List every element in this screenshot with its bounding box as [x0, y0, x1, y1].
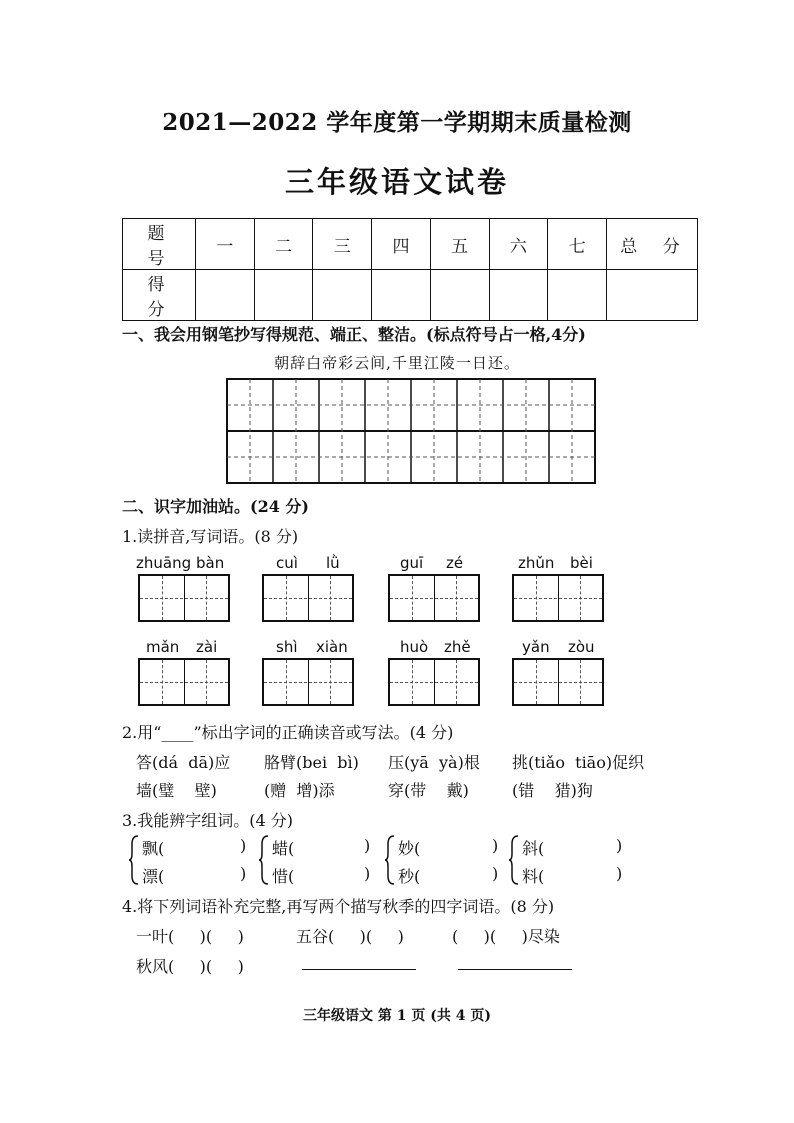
- score-header-cell: 题 号: [123, 219, 196, 270]
- q2-item[interactable]: (赠 增)添: [264, 781, 335, 800]
- score-cell[interactable]: [372, 270, 431, 321]
- pinyin-label: zài: [196, 638, 218, 656]
- q4-title: 4.将下列词语补充完整,再写两个描写秋季的四字词语。(8 分): [122, 897, 555, 916]
- score-header-cell: 五: [430, 219, 489, 270]
- score-header-cell: 总 分: [607, 219, 698, 270]
- q3-title: 3.我能辨字组词。(4 分): [122, 811, 294, 830]
- score-header-cell: 一: [196, 219, 255, 270]
- q3-close: ): [492, 836, 499, 855]
- q3-char: 料(: [522, 867, 545, 886]
- q1-title: 1.读拼音,写词语。(8 分): [122, 527, 299, 546]
- q3-close: ): [364, 836, 371, 855]
- score-table-score-row: [123, 270, 698, 321]
- brace-icon: [384, 834, 396, 886]
- pinyin-label: zòu: [568, 638, 595, 656]
- q3-close: ): [492, 864, 499, 883]
- q2-title: 2.用“____”标出字词的正确读音或写法。(4 分): [122, 723, 454, 742]
- q4-item[interactable]: 秋风( )( ): [136, 957, 244, 976]
- score-cell[interactable]: [548, 270, 607, 321]
- score-header-cell: 三: [313, 219, 372, 270]
- pinyin-label: bèi: [570, 554, 593, 572]
- q3-char: 妙(: [398, 839, 421, 858]
- copy-writing-grid[interactable]: [226, 378, 596, 484]
- score-cell[interactable]: [196, 270, 255, 321]
- pinyin-label: cuì: [276, 554, 298, 572]
- score-cell[interactable]: [313, 270, 372, 321]
- brace-icon: [508, 834, 520, 886]
- score-cell[interactable]: [607, 270, 698, 321]
- pinyin-label: guī: [400, 554, 424, 572]
- q2-item[interactable]: 答(dá dā)应: [136, 753, 231, 772]
- score-header-cell: 七: [548, 219, 607, 270]
- answer-box[interactable]: [262, 574, 354, 622]
- score-table: [122, 218, 698, 321]
- q3-char: 秒(: [398, 867, 421, 886]
- answer-box[interactable]: [388, 574, 480, 622]
- q2-item[interactable]: 墙(璧 壁): [136, 781, 217, 800]
- brace-icon: [128, 834, 140, 886]
- pinyin-label: zé: [446, 554, 464, 572]
- q3-char: 惜(: [272, 867, 295, 886]
- q4-item[interactable]: ( )( )尽染: [452, 927, 560, 946]
- q3-char: 斜(: [522, 839, 545, 858]
- q2-item[interactable]: 穿(带 戴): [388, 781, 469, 800]
- q3-close: ): [240, 836, 247, 855]
- q3-close: ): [616, 836, 623, 855]
- q4-item[interactable]: 一叶( )( ): [136, 927, 244, 946]
- brace-icon: [258, 834, 270, 886]
- answer-box[interactable]: [388, 658, 480, 706]
- q2-item[interactable]: 挑(tiǎo tiāo)促织: [512, 753, 645, 772]
- q2-item[interactable]: 胳臂(bei bì): [264, 753, 359, 772]
- answer-blank[interactable]: [458, 968, 572, 970]
- pinyin-label: huò: [400, 638, 429, 656]
- score-cell[interactable]: [254, 270, 313, 321]
- pinyin-label: yǎn: [522, 638, 550, 656]
- pinyin-label: xiàn: [316, 638, 348, 656]
- score-header-cell: 六: [489, 219, 548, 270]
- answer-box[interactable]: [138, 574, 230, 622]
- page-footer: 三年级语文 第 1 页 (共 4 页): [303, 1008, 491, 1024]
- score-table-header-row: [123, 219, 698, 270]
- answer-box[interactable]: [138, 658, 230, 706]
- q3-char: 飘(: [142, 839, 165, 858]
- q2-item[interactable]: 压(yā yà)根: [388, 753, 480, 772]
- pinyin-label: zhě: [444, 638, 471, 656]
- q3-close: ): [616, 864, 623, 883]
- score-row-label: 得 分: [123, 270, 196, 321]
- answer-box[interactable]: [262, 658, 354, 706]
- pinyin-label: lǜ: [326, 554, 340, 572]
- section1-heading: 一、我会用钢笔抄写得规范、端正、整洁。(标点符号占一格,4分): [122, 325, 586, 344]
- score-header-cell: 四: [372, 219, 431, 270]
- exam-title: 2021—2022 学年度第一学期期末质量检测: [162, 109, 632, 136]
- section2-heading: 二、识字加油站。(24 分): [122, 497, 309, 516]
- score-cell[interactable]: [489, 270, 548, 321]
- pinyin-label: mǎn: [146, 638, 180, 656]
- q3-char: 蜡(: [272, 839, 295, 858]
- pinyin-label: shì: [276, 638, 298, 656]
- q4-item[interactable]: 五谷( )( ): [296, 927, 404, 946]
- score-header-cell: 二: [254, 219, 313, 270]
- q3-char: 漂(: [142, 867, 165, 886]
- answer-blank[interactable]: [302, 968, 416, 970]
- q3-close: ): [240, 864, 247, 883]
- copy-poem: 朝辞白帝彩云间,千里江陵一日还。: [274, 354, 520, 372]
- answer-box[interactable]: [512, 574, 604, 622]
- q2-item[interactable]: (错 猎)狗: [512, 781, 593, 800]
- score-cell[interactable]: [430, 270, 489, 321]
- answer-box[interactable]: [512, 658, 604, 706]
- exam-subtitle: 三年级语文试卷: [284, 165, 509, 199]
- pinyin-label: bàn: [196, 554, 225, 572]
- pinyin-label: zhuāng: [136, 554, 192, 572]
- q3-close: ): [364, 864, 371, 883]
- pinyin-label: zhǔn: [518, 554, 555, 572]
